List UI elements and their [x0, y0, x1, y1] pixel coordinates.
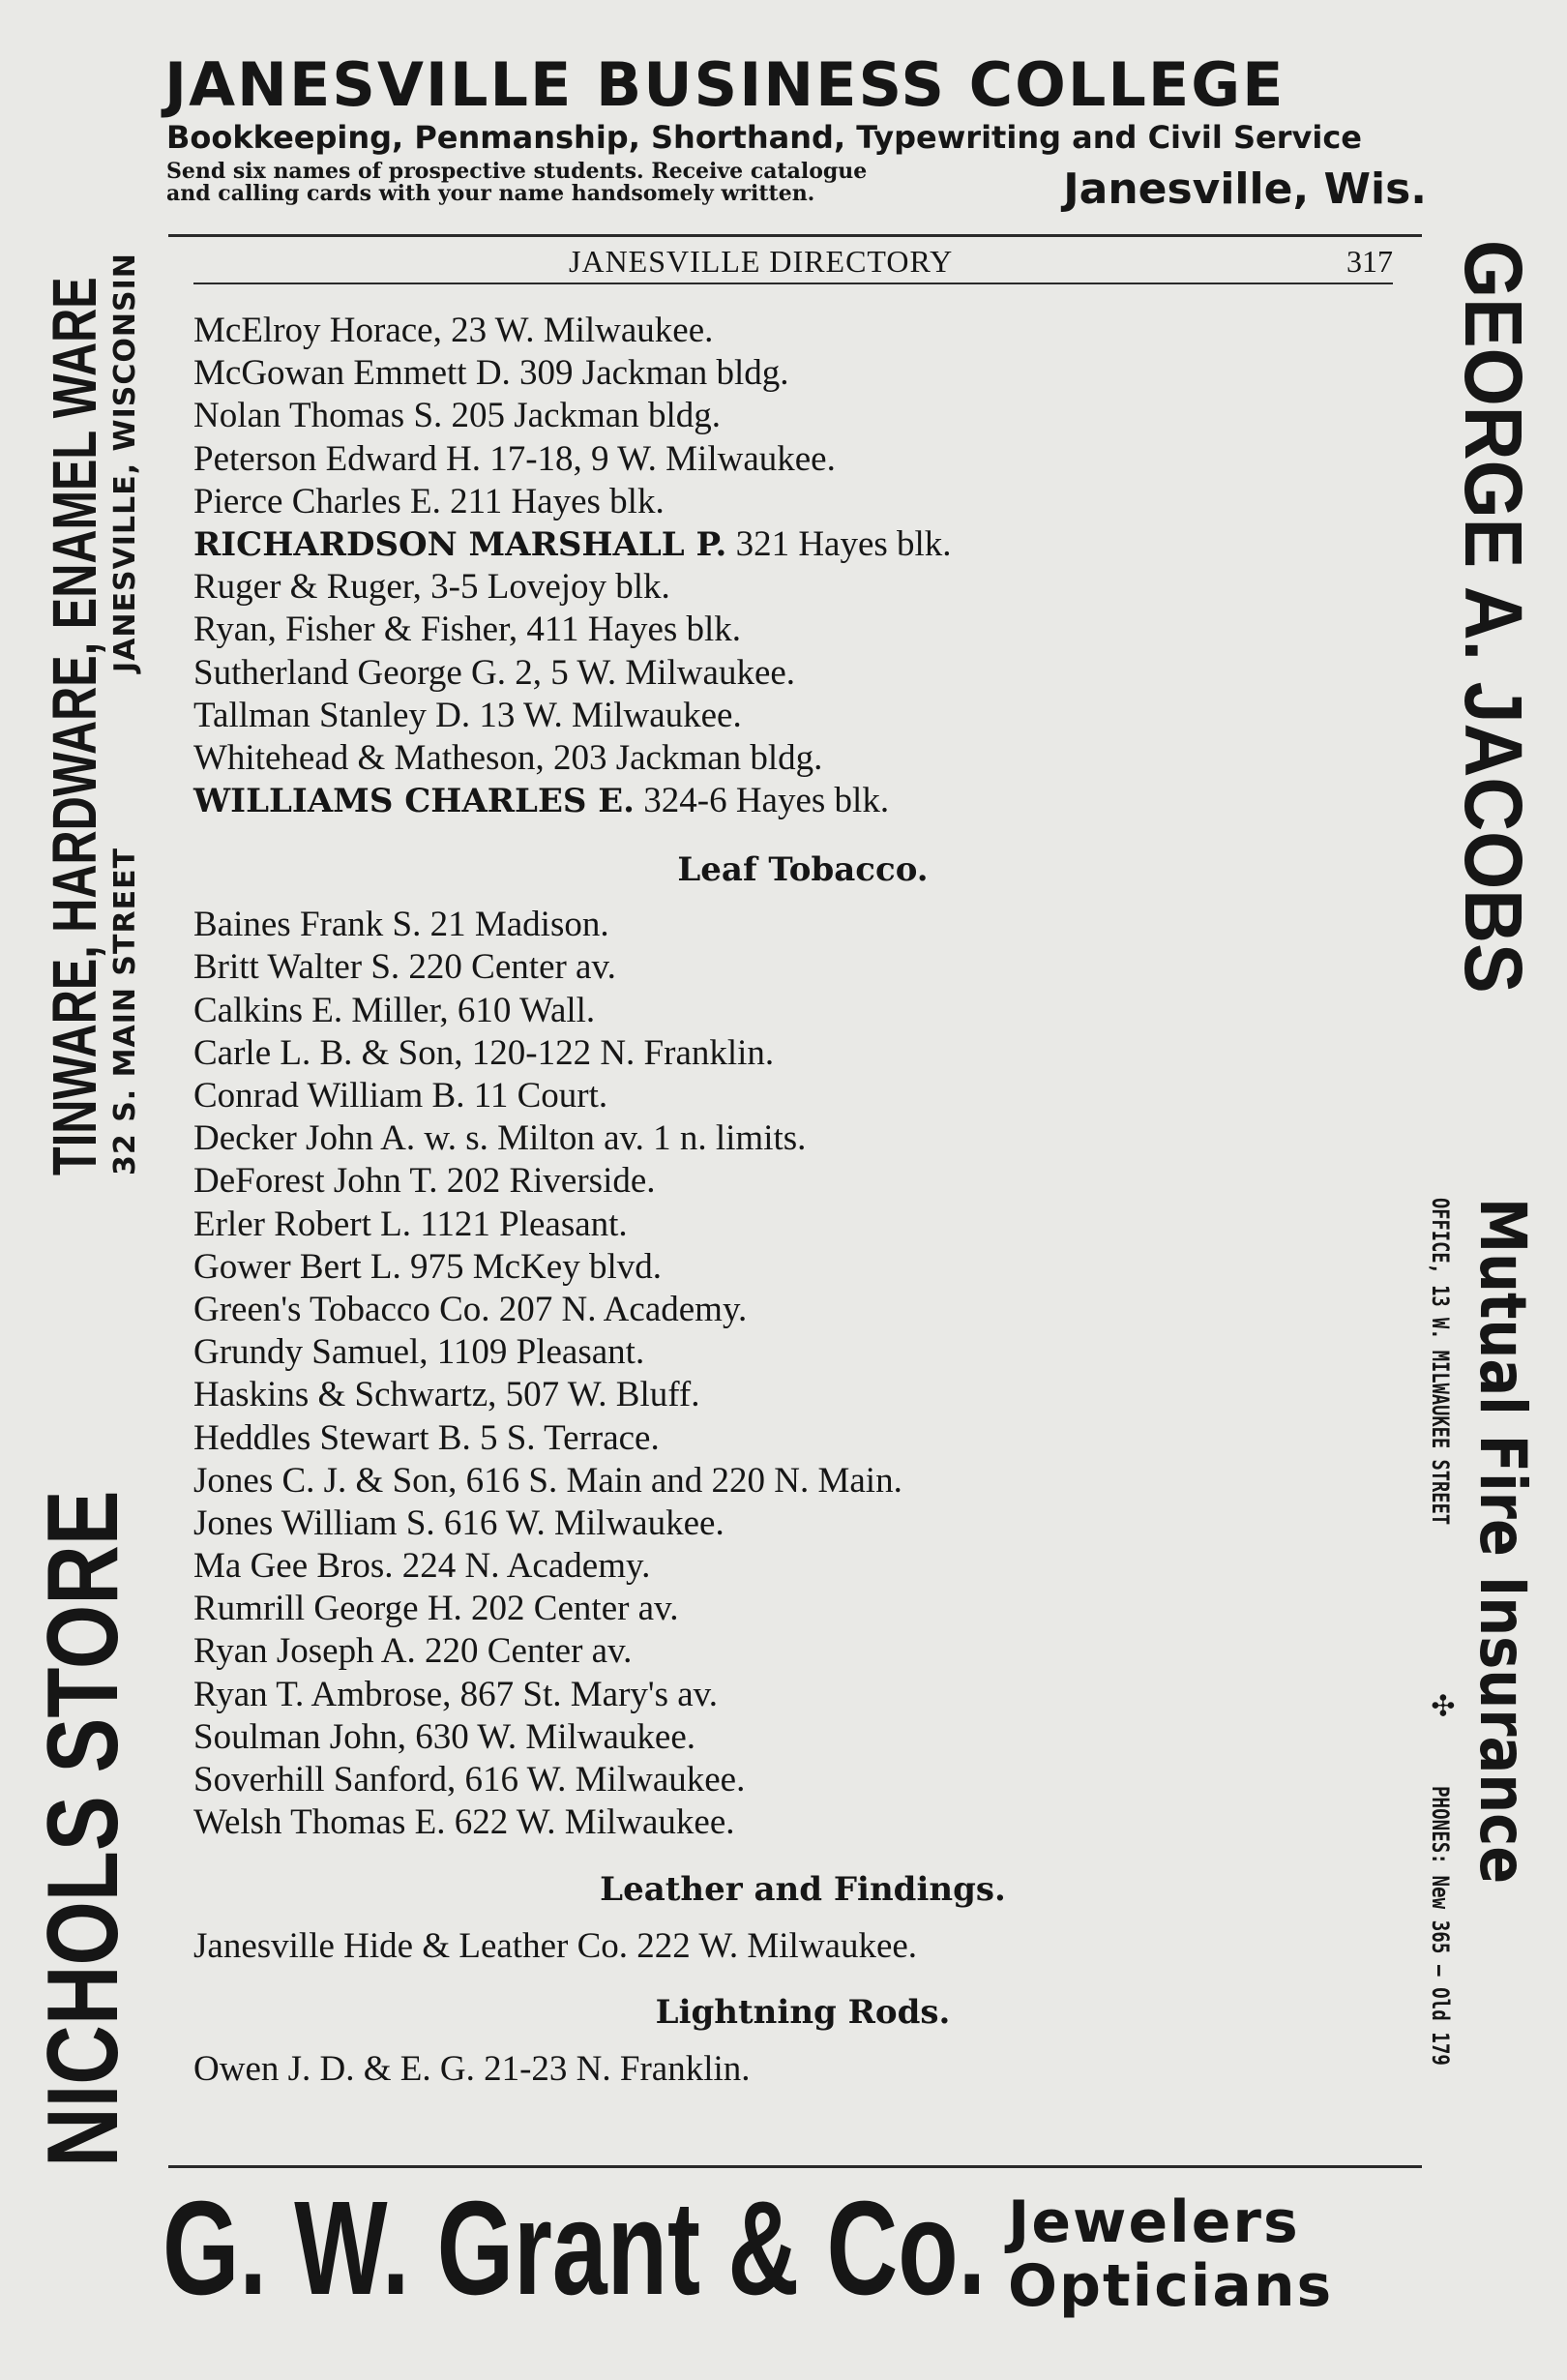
- running-head-rule: [193, 283, 1393, 284]
- list-item: Janesville Hide & Leather Co. 222 W. Milwaukee.: [193, 1926, 918, 1967]
- bold-name: RICHARDSON MARSHALL P.: [193, 524, 727, 564]
- list-item: Peterson Edward H. 17-18, 9 W. Milwaukee.: [193, 438, 836, 479]
- list-item: Heddles Stewart B. 5 S. Terrace.: [193, 1417, 660, 1458]
- list-item: Decker John A. w. s. Milton av. 1 n. limits.: [193, 1118, 807, 1159]
- section-heading: Lightning Rods.: [655, 1992, 951, 2032]
- list-item: Ryan T. Ambrose, 867 St. Mary's av.: [193, 1674, 718, 1714]
- list-item: Soulman John, 630 W. Milwaukee.: [193, 1716, 696, 1757]
- section-heading: Leaf Tobacco.: [677, 850, 929, 890]
- list-item: Grundy Samuel, 1109 Pleasant.: [193, 1332, 645, 1373]
- ad-offer-line: and calling cards with your name handsomely written.: [166, 181, 815, 206]
- list-item: McElroy Horace, 23 W. Milwaukee.: [193, 311, 714, 350]
- header-advertisement: [164, 46, 1427, 216]
- header-rule: [168, 234, 1422, 237]
- list-item: Green's Tobacco Co. 207 N. Academy.: [193, 1289, 748, 1329]
- office-address: OFFICE, 13 W. MILWAUKEE STREET: [1427, 1198, 1454, 1526]
- section-heading: Leather and Findings.: [600, 1870, 1006, 1910]
- store-name: NICHOLS STORE: [27, 1490, 139, 2167]
- list-item: Whitehead & Matheson, 203 Jackman bldg.: [193, 737, 823, 778]
- list-item: Jones William S. 616 W. Milwaukee.: [193, 1502, 724, 1543]
- list-item: Erler Robert L. 1121 Pleasant.: [193, 1204, 628, 1244]
- footer-advertisement: [163, 2174, 1420, 2332]
- list-item: Nolan Thomas S. 205 Jackman bldg.: [193, 396, 722, 436]
- phone-numbers: PHONES: New 365 — Old 179: [1427, 1786, 1454, 2066]
- ad-courses: Bookkeeping, Penmanship, Shorthand, Typewriting and Civil Service: [166, 119, 1362, 156]
- ad-city: Janesville, Wis.: [1063, 164, 1427, 214]
- list-item: Carle L. B. & Son, 120-122 N. Franklin.: [193, 1032, 775, 1073]
- right-advertisement: [1414, 240, 1540, 2175]
- insurance-title: Mutual Fire Insurance: [1465, 1198, 1540, 1885]
- list-item: Ruger & Ruger, 3-5 Lovejoy blk.: [193, 567, 670, 608]
- running-head: [193, 240, 1393, 283]
- list-item: Pierce Charles E. 211 Hayes blk.: [193, 481, 665, 521]
- trade-line: Jewelers: [1008, 2188, 1300, 2256]
- list-item: McGowan Emmett D. 309 Jackman bldg.: [193, 353, 789, 394]
- list-item: Tallman Stanley D. 13 W. Milwaukee.: [193, 695, 742, 735]
- list-item: Soverhill Sanford, 616 W. Milwaukee.: [193, 1760, 746, 1800]
- page-title: JANESVILLE DIRECTORY: [569, 244, 954, 279]
- list-item: Jones C. J. & Son, 616 S. Main and 220 N. Main.: [193, 1460, 902, 1501]
- footer-rule: [168, 2165, 1422, 2168]
- ad-title: JANESVILLE BUSINESS COLLEGE: [164, 49, 1286, 120]
- firm-trade: [1008, 2190, 1333, 2318]
- left-advertisement: [27, 223, 154, 2167]
- ad-offer: [166, 161, 867, 205]
- bold-name: WILLIAMS CHARLES E.: [193, 782, 635, 821]
- list-item: Haskins & Schwartz, 507 W. Bluff.: [193, 1375, 700, 1415]
- list-item: RICHARDSON MARSHALL P. 321 Hayes blk.: [193, 523, 952, 564]
- ad-offer-line: Send six names of prospective students. Receive catalogue: [166, 159, 868, 184]
- list-item: Owen J. D. & E. G. 21-23 N. Franklin.: [193, 2048, 751, 2089]
- list-item: Conrad William B. 11 Court.: [193, 1076, 608, 1116]
- store-wares: TINWARE, HARDWARE, ENAMEL WARE: [40, 277, 109, 1175]
- list-item: DeForest John T. 202 Riverside.: [193, 1161, 656, 1202]
- list-item: Welsh Thomas E. 622 W. Milwaukee.: [193, 1802, 735, 1843]
- page-number: 317: [1346, 244, 1393, 279]
- store-address: 32 S. MAIN STREET: [108, 847, 142, 1175]
- store-location: JANESVILLE, WISCONSIN: [108, 253, 142, 672]
- firm-name: G. W. Grant & Co.: [163, 2174, 987, 2323]
- list-item: Ryan, Fisher & Fisher, 411 Hayes blk.: [193, 610, 742, 650]
- directory-listing: [193, 310, 1393, 2091]
- list-item: Ma Gee Bros. 224 N. Academy.: [193, 1546, 651, 1587]
- agent-name: GEORGE A. JACOBS: [1448, 240, 1539, 994]
- list-item: Ryan Joseph A. 220 Center av.: [193, 1631, 633, 1672]
- list-item: Sutherland George G. 2, 5 W. Milwaukee.: [193, 652, 796, 693]
- list-item: Rumrill George H. 202 Center av.: [193, 1589, 679, 1629]
- ornament-icon: ✣: [1425, 1693, 1459, 1718]
- list-item: Gower Bert L. 975 McKey blvd.: [193, 1246, 662, 1287]
- list-item: Baines Frank S. 21 Madison.: [193, 905, 609, 945]
- list-item: Britt Walter S. 220 Center av.: [193, 947, 616, 988]
- trade-line: Opticians: [1008, 2252, 1334, 2320]
- list-item: Calkins E. Miller, 610 Wall.: [193, 990, 596, 1030]
- list-item: WILLIAMS CHARLES E. 324-6 Hayes blk.: [193, 781, 890, 821]
